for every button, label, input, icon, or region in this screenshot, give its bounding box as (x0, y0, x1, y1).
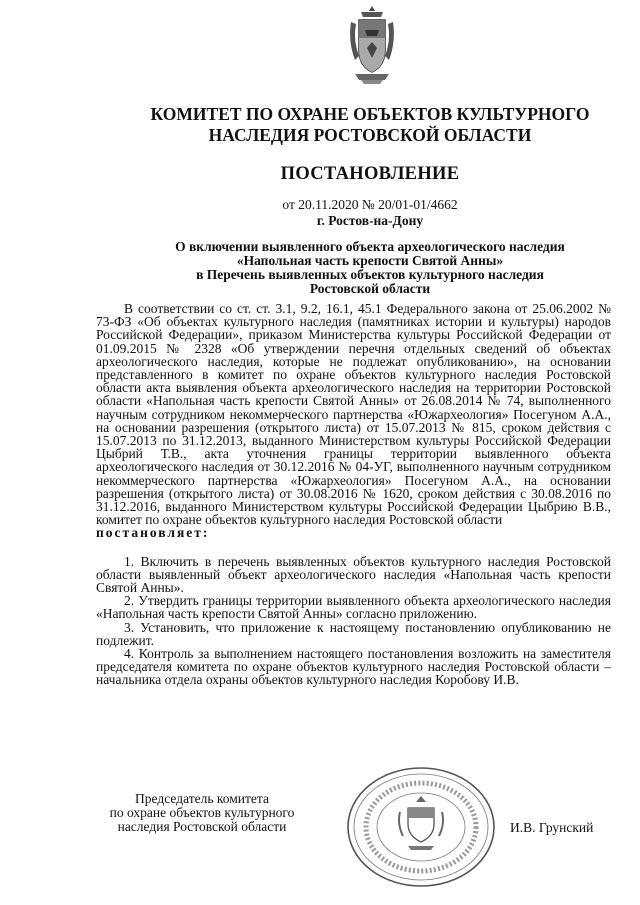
signatory-position-line-3: наследия Ростовской области (117, 819, 287, 834)
document-city: г. Ростов-на-Дону (316, 213, 424, 228)
subject-line-2: «Напольная часть крепости Святой Анны» (236, 253, 504, 268)
preamble-paragraph: В соответствии со ст. ст. 3.1, 9.2, 16.1, 45.1 Федерального закона от 25.06.2002 № 73-ФЗ «Об объектах культурного наследия (памятниках истории и культуры) народов Российской Федерации», приказом Министерства культуры Российской Федерации от 01.09.2015 № 2328 «Об утверждении перечня отдельных сведений об объектах археологического наследия, которые не подлежат опубликованию», на основании представленного в комитет по охране объектов культурного наследия Ростовской области акта выявления объекта археологического наследия на территории Ростовской области «Напольная часть крепости Святой Анны» от 26.08.2014 № 74, выполненного научным сотрудником некоммерческого партнерства «Южархеология» Посегуном А.А., на основании разрешения (открытого листа) от 15.07.2013 № 815, сроком действия с 15.07.2013 по 31.12.2013, выданного Министерством культуры Российской Федерации Цыбрий Т.В., акта уточнения границы территории выявленного объекта археологического наследия от 30.12.2016 № 04-УГ, выполненного научным сотрудником некоммерческого партнерства «Южархеология» Посегуном А.А., на основании разрешения (открытого листа) от 30.08.2016 № 1620, сроком действия с 30.08.2016 по 31.12.2016, выданного Министерством культуры Российской Федерации Цыбрию В.В., комитет по охране объектов культурного наследия Ростовской области (96, 301, 611, 528)
signatory-position-line-1: Председатель комитета (135, 791, 269, 806)
resolution-item-1: 1. Включить в перечень выявленных объектов культурного наследия Ростовской области выявленный объект археологического наследия «Напольная часть крепости Святой Анны». (96, 553, 611, 596)
subject-line-1: О включении выявленного объекта археологического наследия (175, 239, 565, 254)
paragraph-gap (96, 540, 611, 555)
organization-name-line-1: КОМИТЕТ ПО ОХРАНЕ ОБЪЕКТОВ КУЛЬТУРНОГО (150, 104, 590, 124)
resolves-keyword: постановляет: (96, 525, 210, 541)
subject-line-4: Ростовской области (309, 281, 431, 296)
official-seal-icon (346, 766, 496, 888)
signatory-position-line-2: по охране объектов культурного (109, 805, 295, 820)
signatory-name: И.В. Грунский (510, 820, 594, 835)
resolution-item-4: 4. Контроль за выполнением настоящего постановления возложить на заместителя председателя комитета по охране объектов культурного наследия Ростовской области – начальника отдела охраны объектов культурного наследия Коробову И.В. (96, 646, 611, 688)
document-body (96, 302, 611, 687)
organization-name-line-2: НАСЛЕДИЯ РОСТОВСКОЙ ОБЛАСТИ (208, 125, 532, 145)
resolution-item-3: 3. Установить, что приложение к настоящему постановлению опубликованию не подлежит. (96, 619, 611, 648)
coat-of-arms-icon (347, 4, 397, 86)
signatory-position (92, 792, 312, 834)
document-type: ПОСТАНОВЛЕНИЕ (280, 164, 460, 184)
document-date-number: от 20.11.2020 № 20/01-01/4662 (282, 197, 458, 212)
subject-line-3: в Перечень выявленных объектов культурного наследия (196, 267, 544, 282)
resolution-item-2: 2. Утвердить границы территории выявленного объекта археологического наследия «Напольная часть крепости Святой Анны» согласно приложению. (96, 593, 611, 622)
document-subject (0, 240, 640, 296)
organization-name (0, 104, 640, 146)
